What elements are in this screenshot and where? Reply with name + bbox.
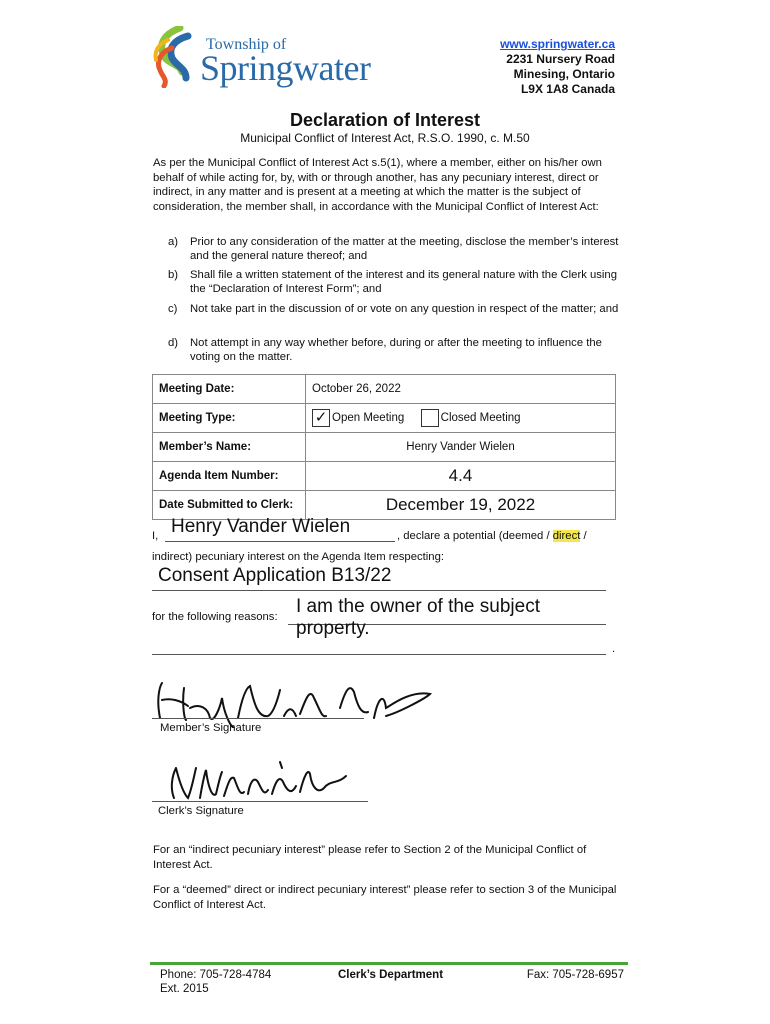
reason-field[interactable] xyxy=(288,596,606,639)
meeting-type-field xyxy=(306,404,616,433)
member-name-label: Member’s Name: xyxy=(153,433,306,462)
footer-divider xyxy=(150,962,628,965)
note-deemed: For a “deemed” direct or indirect pecuniary interest” please refer to section 3 of the Municipal Conflict of Interest Act. xyxy=(153,884,617,911)
agenda-item-field[interactable]: 4.4 xyxy=(306,462,616,491)
declarant-name-field[interactable] xyxy=(165,516,395,542)
meeting-info-table xyxy=(152,374,616,520)
document-title: Declaration of Interest xyxy=(289,110,481,130)
list-item: a) Prior to any consideration of the matter at the meeting, disclose the member’s interest and the general nature thereof; and xyxy=(168,236,619,262)
township-logo-mark xyxy=(150,26,196,88)
member-signature-line[interactable] xyxy=(152,708,364,719)
address-line-3: L9X 1A8 Canada xyxy=(520,82,615,96)
list-item: b) Shall file a written statement of the interest and its general nature with the Clerk using the “Declaration of Interest Form”; and xyxy=(168,269,617,295)
agenda-item-subject-field[interactable] xyxy=(152,565,606,591)
website-link[interactable]: www.springwater.ca xyxy=(500,37,615,51)
member-signature-image xyxy=(150,678,440,728)
list-item: d) Not attempt in any way whether before, during or after the meeting to influence the voting on the matter. xyxy=(168,337,602,363)
reason-text: I am the owner of the subject property. xyxy=(296,596,540,639)
address-line-1: 2231 Nursery Road xyxy=(506,52,615,66)
list-item: c) Not take part in the discussion of or vote on any question in respect of the matter; and xyxy=(168,303,619,315)
open-meeting-checkbox[interactable]: ✓ xyxy=(312,409,330,427)
clerk-signature-label: Clerk’s Signature xyxy=(158,805,244,817)
address-line-2: Minesing, Ontario xyxy=(513,67,615,81)
member-name-field[interactable]: Henry Vander Wielen xyxy=(306,433,616,462)
reasons-label: for the following reasons: xyxy=(152,611,278,623)
reason-period: . xyxy=(612,643,616,655)
footer-fax: Fax: 705-728-6957 xyxy=(526,969,624,981)
footer-phone: Phone: 705-728-4784 Ext. 2015 xyxy=(160,969,272,995)
date-submitted-field[interactable]: December 19, 2022 xyxy=(306,491,616,520)
footer-department: Clerk’s Department xyxy=(338,969,444,981)
closed-meeting-label: Closed Meeting xyxy=(440,412,521,425)
member-signature-label: Member’s Signature xyxy=(160,722,262,734)
closed-meeting-checkbox[interactable] xyxy=(421,409,439,427)
open-meeting-label: Open Meeting xyxy=(332,412,405,425)
agenda-item-label: Agenda Item Number: xyxy=(153,462,306,491)
meeting-type-label: Meeting Type: xyxy=(153,404,306,433)
note-indirect: For an “indirect pecuniary interest” please refer to Section 2 of the Municipal Conflict of Interest Act. xyxy=(153,844,587,871)
agenda-item-subject: Consent Application B13/22 xyxy=(158,565,392,586)
clerk-signature-line[interactable] xyxy=(152,791,368,802)
date-submitted-label: Date Submitted to Clerk: xyxy=(153,491,306,520)
logo-text-big: Springwater xyxy=(200,48,371,88)
intro-paragraph: As per the Municipal Conflict of Interest Act s.5(1), where a member, either on his/her own behalf of while acting for, by, with or through another, has any pecuniary interest, direct or indirect, in any matter and is present at a meeting at which the matter is the subject of consideration, the member shall, in accordance with the Municipal Conflict of Interest Act: xyxy=(153,157,602,213)
declaration-line-2: indirect) pecuniary interest on the Agenda Item respecting: xyxy=(152,551,445,563)
reason-field-extra[interactable] xyxy=(152,640,606,655)
declaration-prefix: I, xyxy=(152,530,159,542)
document-subtitle: Municipal Conflict of Interest Act, R.S.O. 1990, c. M.50 xyxy=(240,131,530,145)
meeting-date-label: Meeting Date: xyxy=(153,375,306,404)
direct-highlight: direct xyxy=(552,530,581,542)
meeting-date-field[interactable]: October 26, 2022 xyxy=(306,375,616,404)
declarant-name: Henry Vander Wielen xyxy=(171,516,351,537)
declaration-text: , declare a potential (deemed / direct / xyxy=(397,530,587,542)
logo-text-small: Township of xyxy=(206,36,287,53)
